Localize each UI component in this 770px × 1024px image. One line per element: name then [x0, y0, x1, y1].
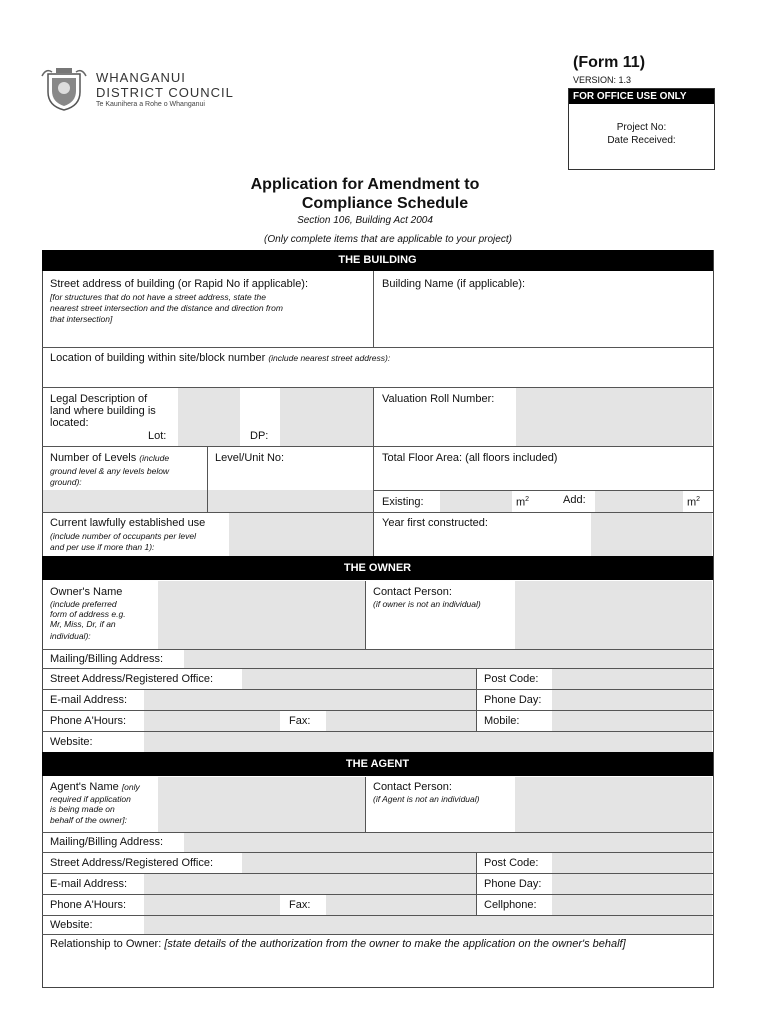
- dp-field[interactable]: [280, 388, 373, 446]
- owner-mobile-label: Mobile:: [484, 715, 520, 727]
- owner-phone-day-label: Phone Day:: [484, 694, 542, 706]
- street-address-label: Street address of building (or Rapid No if applicable):: [50, 278, 309, 290]
- owner-street-field[interactable]: [242, 669, 476, 689]
- agent-fax-field[interactable]: [326, 895, 476, 915]
- levels-note-2: ground level & any levels below: [50, 466, 170, 476]
- owner-contact-label: Contact Person:: [373, 586, 452, 598]
- agent-contact-field[interactable]: [515, 777, 712, 832]
- agent-contact-label: Contact Person:: [373, 781, 452, 793]
- owner-postcode-field[interactable]: [552, 669, 712, 689]
- levels-note-3: ground):: [50, 477, 82, 487]
- council-crest-icon: [40, 66, 88, 112]
- add-label: Add:: [563, 494, 586, 506]
- street-address-note-3: that intersection]: [50, 314, 113, 324]
- owner-email-field[interactable]: [144, 690, 476, 710]
- agent-phone-day-field[interactable]: [552, 874, 712, 894]
- agent-cellphone-label: Cellphone:: [484, 899, 537, 911]
- street-address-note-1: [for structures that do not have a street address, state the: [50, 292, 266, 302]
- owner-phone-ah-field[interactable]: [144, 711, 280, 731]
- section-agent-heading: THE AGENT: [42, 752, 713, 776]
- owner-mailing-field[interactable]: [184, 650, 712, 668]
- add-m2-unit: $m^2$: [687, 496, 701, 509]
- owner-name-note-1: (include preferred: [50, 599, 117, 609]
- owner-mailing-label: Mailing/Billing Address:: [50, 653, 164, 665]
- dp-label: DP:: [250, 430, 269, 442]
- owner-name-note-2: form of address e.g.: [50, 609, 126, 619]
- add-area-field[interactable]: [595, 491, 683, 512]
- owner-website-label: Website:: [50, 736, 93, 748]
- owner-contact-field[interactable]: [515, 581, 712, 649]
- lot-field[interactable]: [178, 388, 240, 446]
- section-building-heading: THE BUILDING: [42, 250, 713, 271]
- building-name-label: Building Name (if applicable):: [382, 278, 526, 290]
- section-owner-heading: THE OWNER: [42, 556, 713, 580]
- agent-street-field[interactable]: [242, 853, 476, 873]
- agent-street-label: Street Address/Registered Office:: [50, 857, 214, 869]
- project-no-label: Project No:: [616, 122, 667, 133]
- agent-name-field[interactable]: [158, 777, 365, 832]
- levels-label: Number of Levels (include: [50, 452, 170, 464]
- existing-area-field[interactable]: [440, 491, 512, 512]
- form-version: VERSION: 1.3: [573, 75, 632, 85]
- existing-m2-unit: $m^2$: [516, 496, 530, 509]
- current-use-field[interactable]: [229, 513, 373, 556]
- valuation-label: Valuation Roll Number:: [382, 393, 495, 405]
- office-use-box: [568, 88, 715, 170]
- year-constructed-label: Year first constructed:: [382, 517, 488, 529]
- legal-desc-line2: land where building is: [50, 405, 156, 417]
- agent-cellphone-field[interactable]: [552, 895, 712, 915]
- agent-postcode-label: Post Code:: [484, 857, 539, 869]
- owner-mobile-field[interactable]: [552, 711, 712, 731]
- agent-name-note-2: required if application: [50, 794, 131, 804]
- owner-phone-day-field[interactable]: [552, 690, 712, 710]
- agent-website-field[interactable]: [144, 916, 712, 934]
- current-use-label: Current lawfully established use: [50, 517, 206, 529]
- lot-label: Lot:: [148, 430, 167, 442]
- owner-fax-label: Fax:: [289, 715, 311, 727]
- council-name-line2: DISTRICT COUNCIL: [96, 85, 234, 100]
- office-use-title: FOR OFFICE USE ONLY: [569, 89, 714, 104]
- level-unit-label: Level/Unit No:: [215, 452, 285, 464]
- owner-email-label: E-mail Address:: [50, 694, 128, 706]
- existing-label: Existing:: [382, 496, 424, 508]
- levels-field[interactable]: [43, 490, 207, 512]
- owner-website-field[interactable]: [144, 732, 712, 752]
- year-constructed-field[interactable]: [591, 513, 712, 556]
- form-title-line1: Application for Amendment to: [250, 176, 480, 193]
- form-note: (Only complete items that are applicable to your project): [264, 234, 512, 245]
- level-unit-field[interactable]: [208, 490, 373, 512]
- agent-email-field[interactable]: [144, 874, 476, 894]
- owner-name-label: Owner's Name: [50, 586, 123, 598]
- valuation-field[interactable]: [516, 388, 712, 446]
- owner-name-note-3: Mr, Miss, Dr, if an: [50, 619, 116, 629]
- relationship-field[interactable]: [43, 952, 712, 985]
- agent-phone-ah-label: Phone A'Hours:: [50, 899, 127, 911]
- owner-name-field[interactable]: [158, 581, 365, 649]
- agent-email-label: E-mail Address:: [50, 878, 128, 890]
- council-tagline: Te Kaunihera a Rohe o Whanganui: [96, 101, 205, 108]
- date-received-label: Date Received:: [607, 135, 676, 146]
- owner-contact-note: (if owner is not an individual): [373, 599, 481, 609]
- form-subtitle: Section 106, Building Act 2004: [297, 215, 433, 226]
- agent-phone-ah-field[interactable]: [144, 895, 280, 915]
- agent-contact-note: (if Agent is not an individual): [373, 794, 480, 804]
- floor-area-label: Total Floor Area: (all floors included): [382, 452, 558, 464]
- agent-name-note-4: behalf of the owner]:: [50, 815, 128, 825]
- relationship-label: Relationship to Owner: [state details of the authorization from the owner to make the application on the owner's behalf]: [50, 938, 626, 950]
- agent-mailing-label: Mailing/Billing Address:: [50, 836, 164, 848]
- agent-name-label: Agent's Name [only: [50, 781, 140, 793]
- agent-name-note-3: is being made on: [50, 804, 115, 814]
- legal-desc-line3: located:: [50, 417, 89, 429]
- owner-name-note-4: individual):: [50, 631, 91, 641]
- form-number: (Form 11): [573, 54, 646, 71]
- agent-postcode-field[interactable]: [552, 853, 712, 873]
- agent-phone-day-label: Phone Day:: [484, 878, 542, 890]
- location-label: Location of building within site/block number (include nearest street address):: [50, 352, 391, 364]
- agent-fax-label: Fax:: [289, 899, 311, 911]
- council-name-line1: WHANGANUI: [96, 70, 186, 85]
- owner-fax-field[interactable]: [326, 711, 476, 731]
- owner-street-label: Street Address/Registered Office:: [50, 673, 214, 685]
- agent-mailing-field[interactable]: [184, 833, 712, 852]
- legal-desc-line1: Legal Description of: [50, 393, 148, 405]
- form-title-line2: Compliance Schedule: [301, 195, 469, 212]
- current-use-note-2: and per use if more than 1):: [50, 542, 155, 552]
- agent-website-label: Website:: [50, 919, 93, 931]
- owner-postcode-label: Post Code:: [484, 673, 539, 685]
- current-use-note-1: (include number of occupants per level: [50, 531, 196, 541]
- owner-phone-ah-label: Phone A'Hours:: [50, 715, 127, 727]
- street-address-note-2: nearest street intersection and the distance and direction from: [50, 303, 283, 313]
